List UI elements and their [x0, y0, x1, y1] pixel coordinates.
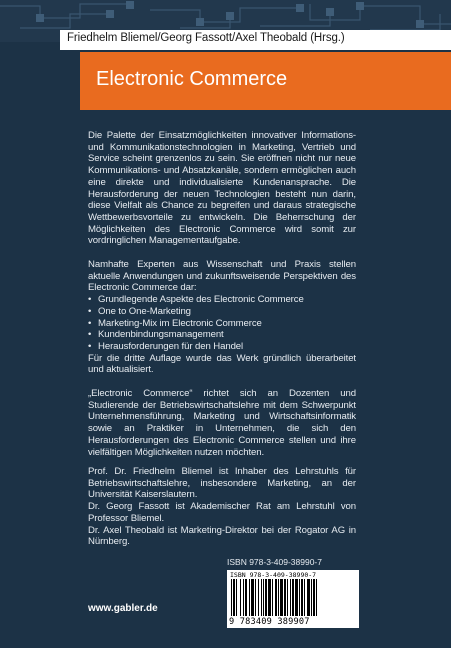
barcode-bar: [255, 579, 256, 616]
barcode-bar: [249, 579, 250, 616]
barcode-bar: [280, 579, 283, 616]
barcode-bar: [261, 579, 262, 616]
barcode-bar: [243, 579, 244, 616]
barcode-bar: [295, 579, 298, 616]
topic-list-item: • Grundlegende Aspekte des Electronic Commerce: [88, 294, 356, 306]
topic-list-item: • One to One-Marketing: [88, 306, 356, 318]
book-title: Electronic Commerce: [96, 68, 288, 90]
isbn-text: ISBN 978-3-409-38990-7: [227, 557, 322, 567]
barcode-bar: [301, 579, 303, 616]
barcode-bar: [307, 579, 310, 616]
barcode-bar: [268, 579, 271, 616]
barcode-bar: [231, 579, 232, 616]
description-text-1: Die Palette der Einsatzmöglichkeiten innovativer Informations- und Kommunikationstechnologien in Marketing, Vertrieb und Service scheint grenzenlos zu sein. Sie eröffnen nicht nur neue Kommunikations- und Absatzkanäle, sondern ermöglichen auch eine direkte und individualisierte Kundenansprache. Die Herausforderung der neuen Technologien besteht nun darin, diese Vielfalt als Chance zu begreifen und daraus strategische Wettbewerbsvorteile zu entwickeln. Die Beherrschung der Möglichkeiten des Electronic Commerce wird somit zur vordringlichen Managementaufgabe.: [88, 130, 356, 247]
editor-bio-bliemel: Prof. Dr. Friedhelm Bliemel ist Inhaber des Lehrstuhls für Betriebswirtschaftslehre, insbesondere Marketing, an der Universität Kaiserslautern.: [88, 466, 356, 501]
publisher-website: www.gabler.de: [88, 603, 158, 614]
barcode-bar: [278, 579, 279, 616]
topic-list: [88, 294, 356, 353]
editor-bio-theobald: Dr. Axel Theobald ist Marketing-Direktor bei der Rogator AG in Nürnberg.: [88, 524, 356, 548]
barcode-bar: [236, 579, 237, 616]
barcode-bar: [316, 579, 317, 616]
book-editors: Friedhelm Bliemel/Georg Fassott/Axel Theobald (Hrsg.): [67, 32, 345, 44]
barcode-bar: [275, 579, 277, 616]
barcode-isbn: ISBN 978-3-409-38990-7: [230, 571, 317, 579]
editor-bio-fassott: Dr. Georg Fassott ist Akademischer Rat am Lehrstuhl von Professor Bliemel.: [88, 501, 356, 524]
barcode-bar: [290, 579, 291, 616]
barcode-bar: [251, 579, 254, 616]
description-paragraph-2: [88, 259, 356, 376]
barcode-bar: [311, 579, 312, 616]
barcode-bar: [245, 579, 247, 616]
barcode-bar: [263, 579, 264, 616]
topic-list-item: • Marketing-Mix im Electronic Commerce: [88, 318, 356, 330]
barcode-bar: [272, 579, 273, 616]
barcode-bar: [304, 579, 305, 616]
barcode-bar: [233, 579, 235, 616]
barcode-bar: [313, 579, 315, 616]
barcode-digits: 9 783409 389907: [229, 617, 310, 627]
editor-bios: [88, 466, 356, 548]
barcode-bar: [292, 579, 294, 616]
barcode-bar: [265, 579, 267, 616]
target-audience-text: „Electronic Commerce“ richtet sich an Dozenten und Studierende der Betriebswirtschaftslehre mit dem Schwerpunkt Unternehmensführung, Marketing und Wirtschaftsinformatik sowie an Praktiker in Unternehmen, die sich den Herausforderungen des Electronic Commerce stellen und ihre vielfältigen Möglichkeiten nutzen möchten.: [88, 388, 356, 458]
topic-list-item: • Kundenbindungsmanagement: [88, 329, 356, 341]
topic-list-item: • Herausforderungen für den Handel: [88, 341, 356, 353]
description-outro: Für die dritte Auflage wurde das Werk gründlich überarbeitet und aktualisiert.: [88, 352, 356, 376]
barcode-bar: [299, 579, 300, 616]
barcode-bar: [240, 579, 241, 616]
description-intro: Namhafte Experten aus Wissenschaft und Praxis stellen aktuelle Anwendungen und zukunftsweisende Perspektiven des Electronic Commerce dar:: [88, 259, 356, 294]
barcode-bar: [284, 579, 286, 616]
barcode-bar: [287, 579, 288, 616]
description-paragraph-3: [88, 388, 356, 458]
description-paragraph-1: [88, 130, 356, 247]
barcode-bar: [258, 579, 259, 616]
